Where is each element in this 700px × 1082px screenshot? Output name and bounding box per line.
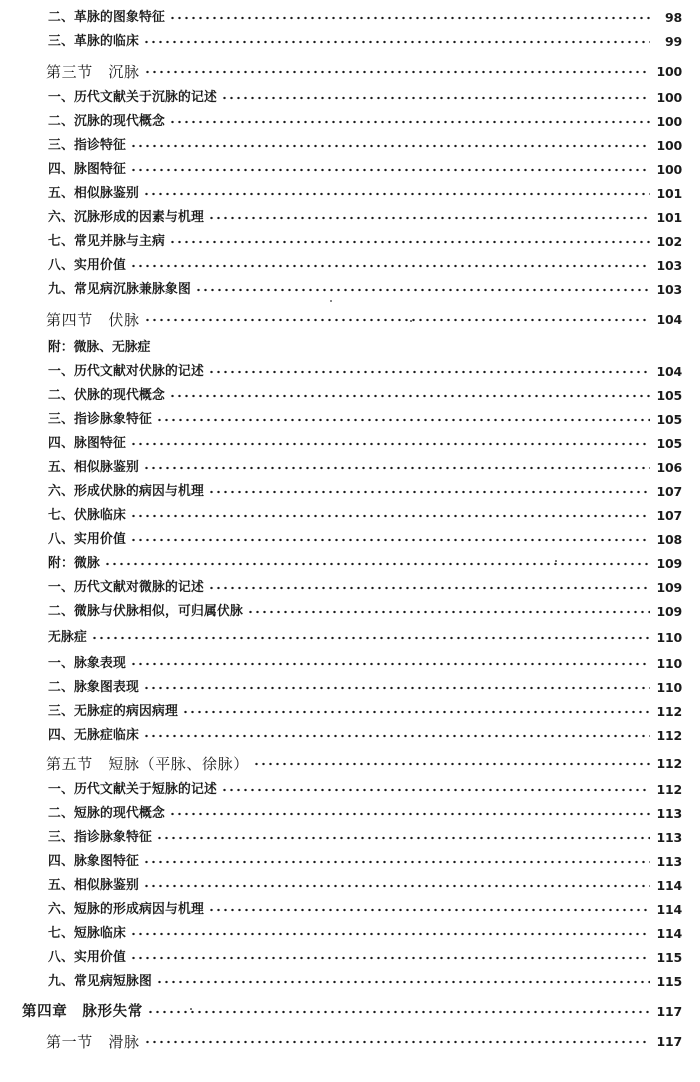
toc-entry [48, 336, 682, 360]
toc-entry [48, 626, 682, 650]
toc-entry [48, 456, 682, 480]
toc-entry-page: 112 [656, 727, 682, 743]
scan-speck [555, 560, 557, 562]
toc-entry-page: 112 [656, 781, 682, 797]
toc-entry-page: 112 [656, 703, 682, 719]
toc-entry-page: 110 [656, 655, 682, 671]
toc-entry-title: 二、沉脉的现代概念 [48, 113, 165, 129]
toc-entry-title: 七、短脉临床 [48, 925, 126, 941]
toc-entry-title: 三、指诊特征 [48, 137, 126, 153]
toc-entry-title: 三、无脉症的病因病理 [48, 703, 178, 719]
toc-entry-page: 117 [656, 1003, 682, 1019]
toc-entry-title: 八、实用价值 [48, 531, 126, 547]
toc-entry-page: 110 [656, 679, 682, 695]
dot-leader [147, 1006, 650, 1018]
dot-leader [143, 880, 650, 892]
dot-leader [91, 632, 650, 644]
toc-entry-page: 114 [656, 925, 682, 941]
toc-entry-page: 100 [656, 63, 682, 79]
toc-entry [48, 408, 682, 432]
toc-entry [48, 206, 682, 230]
toc-entry [48, 850, 682, 874]
toc-entry-title: 一、脉象表现 [48, 655, 126, 671]
toc-entry-title: 九、常见病短脉图 [48, 973, 152, 989]
dot-leader [169, 116, 650, 128]
toc-entry-page: 98 [665, 9, 682, 25]
toc-entry [46, 1030, 682, 1054]
scan-speck [190, 1008, 192, 1010]
toc-entry-page: 100 [656, 113, 682, 129]
dot-leader [208, 212, 650, 224]
toc-entry-title: 六、沉脉形成的因素与机理 [48, 209, 204, 225]
scan-speck [330, 300, 332, 302]
toc-entry [48, 898, 682, 922]
toc-entry [48, 110, 682, 134]
toc-entry-page: 105 [656, 435, 682, 451]
toc-entry [48, 182, 682, 206]
dot-leader [208, 904, 650, 916]
toc-entry [48, 30, 682, 54]
dot-leader [144, 1036, 650, 1048]
toc-entry-page: 103 [656, 281, 682, 297]
toc-entry-title: 二、革脉的图象特征 [48, 9, 165, 25]
toc-entry-page: 102 [656, 233, 682, 249]
toc-entry-page: 114 [656, 901, 682, 917]
toc-entry-page: 110 [656, 629, 682, 645]
toc-entry [48, 802, 682, 826]
toc-entry-title: 四、无脉症临床 [48, 727, 139, 743]
toc-entry [48, 724, 682, 748]
dot-leader [195, 284, 650, 296]
toc-entry-title: 二、伏脉的现代概念 [48, 387, 165, 403]
toc-entry [48, 528, 682, 552]
toc-entry-title: 二、微脉与伏脉相似，可归属伏脉 [48, 603, 243, 619]
scan-speck [598, 1010, 600, 1012]
toc-entry [48, 874, 682, 898]
toc-entry-page: 112 [656, 755, 682, 771]
toc-entry-page: 107 [656, 483, 682, 499]
toc-entry [48, 480, 682, 504]
dot-leader [247, 606, 650, 618]
toc-entry-page: 105 [656, 387, 682, 403]
toc-entry [48, 700, 682, 724]
dot-leader [144, 66, 650, 78]
toc-entry-title: 二、短脉的现代概念 [48, 805, 165, 821]
dot-leader [208, 366, 650, 378]
toc-entry [48, 504, 682, 528]
toc-entry-page: 100 [656, 137, 682, 153]
toc-entry-page: 104 [656, 363, 682, 379]
dot-leader [169, 808, 650, 820]
dot-leader [143, 462, 650, 474]
toc-entry-title: 无脉症 [48, 629, 87, 645]
toc-entry [48, 134, 682, 158]
toc-entry-title: 一、历代文献对微脉的记述 [48, 579, 204, 595]
toc-entry [46, 60, 682, 84]
toc-entry-page: 113 [656, 805, 682, 821]
toc-entry [48, 158, 682, 182]
toc-entry-page: 101 [656, 209, 682, 225]
toc-entry-page: 105 [656, 411, 682, 427]
toc-entry [48, 432, 682, 456]
toc-entry-title: 八、实用价值 [48, 257, 126, 273]
dot-leader [130, 510, 650, 522]
toc-entry-page: 100 [656, 89, 682, 105]
toc-entry-title: 四、脉图特征 [48, 161, 126, 177]
toc-entry-title: 三、指诊脉象特征 [48, 411, 152, 427]
toc-entry [48, 86, 682, 110]
toc-entry [48, 600, 682, 624]
toc-entry-title: 第四节 伏脉 [46, 310, 140, 329]
toc-entry-page: 106 [656, 459, 682, 475]
toc-entry [48, 576, 682, 600]
dot-leader [156, 414, 650, 426]
toc-entry [48, 676, 682, 700]
dot-leader [253, 758, 650, 770]
toc-entry-title: 附：微脉、无脉症 [48, 339, 151, 355]
toc-entry-title: 四、脉象图特征 [48, 853, 139, 869]
toc-entry-title: 第三节 沉脉 [46, 62, 140, 81]
toc-entry [48, 384, 682, 408]
dot-leader [130, 658, 650, 670]
toc-entry-title: 八、实用价值 [48, 949, 126, 965]
toc-entry-page: 107 [656, 507, 682, 523]
dot-leader [143, 682, 650, 694]
toc-entry [46, 308, 682, 332]
toc-entry-title: 四、脉图特征 [48, 435, 126, 451]
toc-entry-page: 103 [656, 257, 682, 273]
toc-entry [46, 752, 682, 776]
toc-entry-page: 113 [656, 829, 682, 845]
toc-entry-page: 117 [656, 1033, 682, 1049]
toc-entry-title: 三、指诊脉象特征 [48, 829, 152, 845]
toc-entry-page: 113 [656, 853, 682, 869]
toc-entry-title: 六、形成伏脉的病因与机理 [48, 483, 204, 499]
dot-leader [169, 236, 650, 248]
toc-entry-title: 九、常见病沉脉兼脉象图 [48, 281, 191, 297]
toc-entry-page: 109 [656, 603, 682, 619]
dot-leader [169, 12, 650, 24]
toc-entry [48, 970, 682, 994]
toc-entry [22, 1000, 682, 1024]
toc-entry-title: 七、常见并脉与主病 [48, 233, 165, 249]
toc-entry-title: 附：微脉 [48, 555, 100, 571]
toc-entry-title: 第五节 短脉（平脉、徐脉） [46, 754, 249, 773]
toc-entry-page: 109 [656, 579, 682, 595]
toc-entry [48, 652, 682, 676]
toc-entry-title: 第一节 滑脉 [46, 1032, 140, 1051]
dot-leader [130, 534, 650, 546]
scan-speck [410, 320, 412, 322]
dot-leader [130, 928, 650, 940]
toc-entry-title: 三、革脉的临床 [48, 33, 139, 49]
toc-entry-page: 115 [656, 973, 682, 989]
dot-leader [130, 952, 650, 964]
toc-entry-page: 100 [656, 161, 682, 177]
toc-entry-title: 五、相似脉鉴别 [48, 459, 139, 475]
toc-entry-title: 一、历代文献关于沉脉的记述 [48, 89, 217, 105]
toc-entry-title: 二、脉象图表现 [48, 679, 139, 695]
dot-leader [221, 784, 650, 796]
toc-entry [48, 230, 682, 254]
dot-leader [221, 92, 650, 104]
toc-entry-title: 六、短脉的形成病因与机理 [48, 901, 204, 917]
dot-leader [144, 314, 650, 326]
toc-entry-page: 109 [656, 555, 682, 571]
toc-entry-title: 七、伏脉临床 [48, 507, 126, 523]
dot-leader [143, 188, 650, 200]
dot-leader [130, 140, 650, 152]
dot-leader [130, 260, 650, 272]
toc-entry [48, 6, 682, 30]
dot-leader [130, 438, 650, 450]
dot-leader [208, 582, 650, 594]
dot-leader [104, 558, 650, 570]
toc-entry [48, 826, 682, 850]
dot-leader [182, 706, 650, 718]
toc-entry [48, 946, 682, 970]
toc-entry-title: 五、相似脉鉴别 [48, 185, 139, 201]
toc-entry-title: 五、相似脉鉴别 [48, 877, 139, 893]
dot-leader [143, 856, 650, 868]
toc-entry-title: 一、历代文献对伏脉的记述 [48, 363, 204, 379]
toc-entry-page: 115 [656, 949, 682, 965]
toc-entry [48, 552, 682, 576]
dot-leader [143, 36, 650, 48]
dot-leader [169, 390, 650, 402]
dot-leader [130, 164, 650, 176]
dot-leader [208, 486, 650, 498]
toc-entry [48, 922, 682, 946]
dot-leader [143, 730, 650, 742]
toc-entry-page: 99 [665, 33, 682, 49]
toc-entry-page: 101 [656, 185, 682, 201]
toc-entry-title: 第四章 脉形失常 [22, 1002, 143, 1020]
dot-leader [156, 976, 650, 988]
toc-entry [48, 778, 682, 802]
toc-entry-page: 104 [656, 311, 682, 327]
toc-entry [48, 254, 682, 278]
dot-leader [156, 832, 650, 844]
toc-entry [48, 278, 682, 302]
toc-entry [48, 360, 682, 384]
toc-entry-page: 114 [656, 877, 682, 893]
toc-entry-title: 一、历代文献关于短脉的记述 [48, 781, 217, 797]
toc-entry-page: 108 [656, 531, 682, 547]
